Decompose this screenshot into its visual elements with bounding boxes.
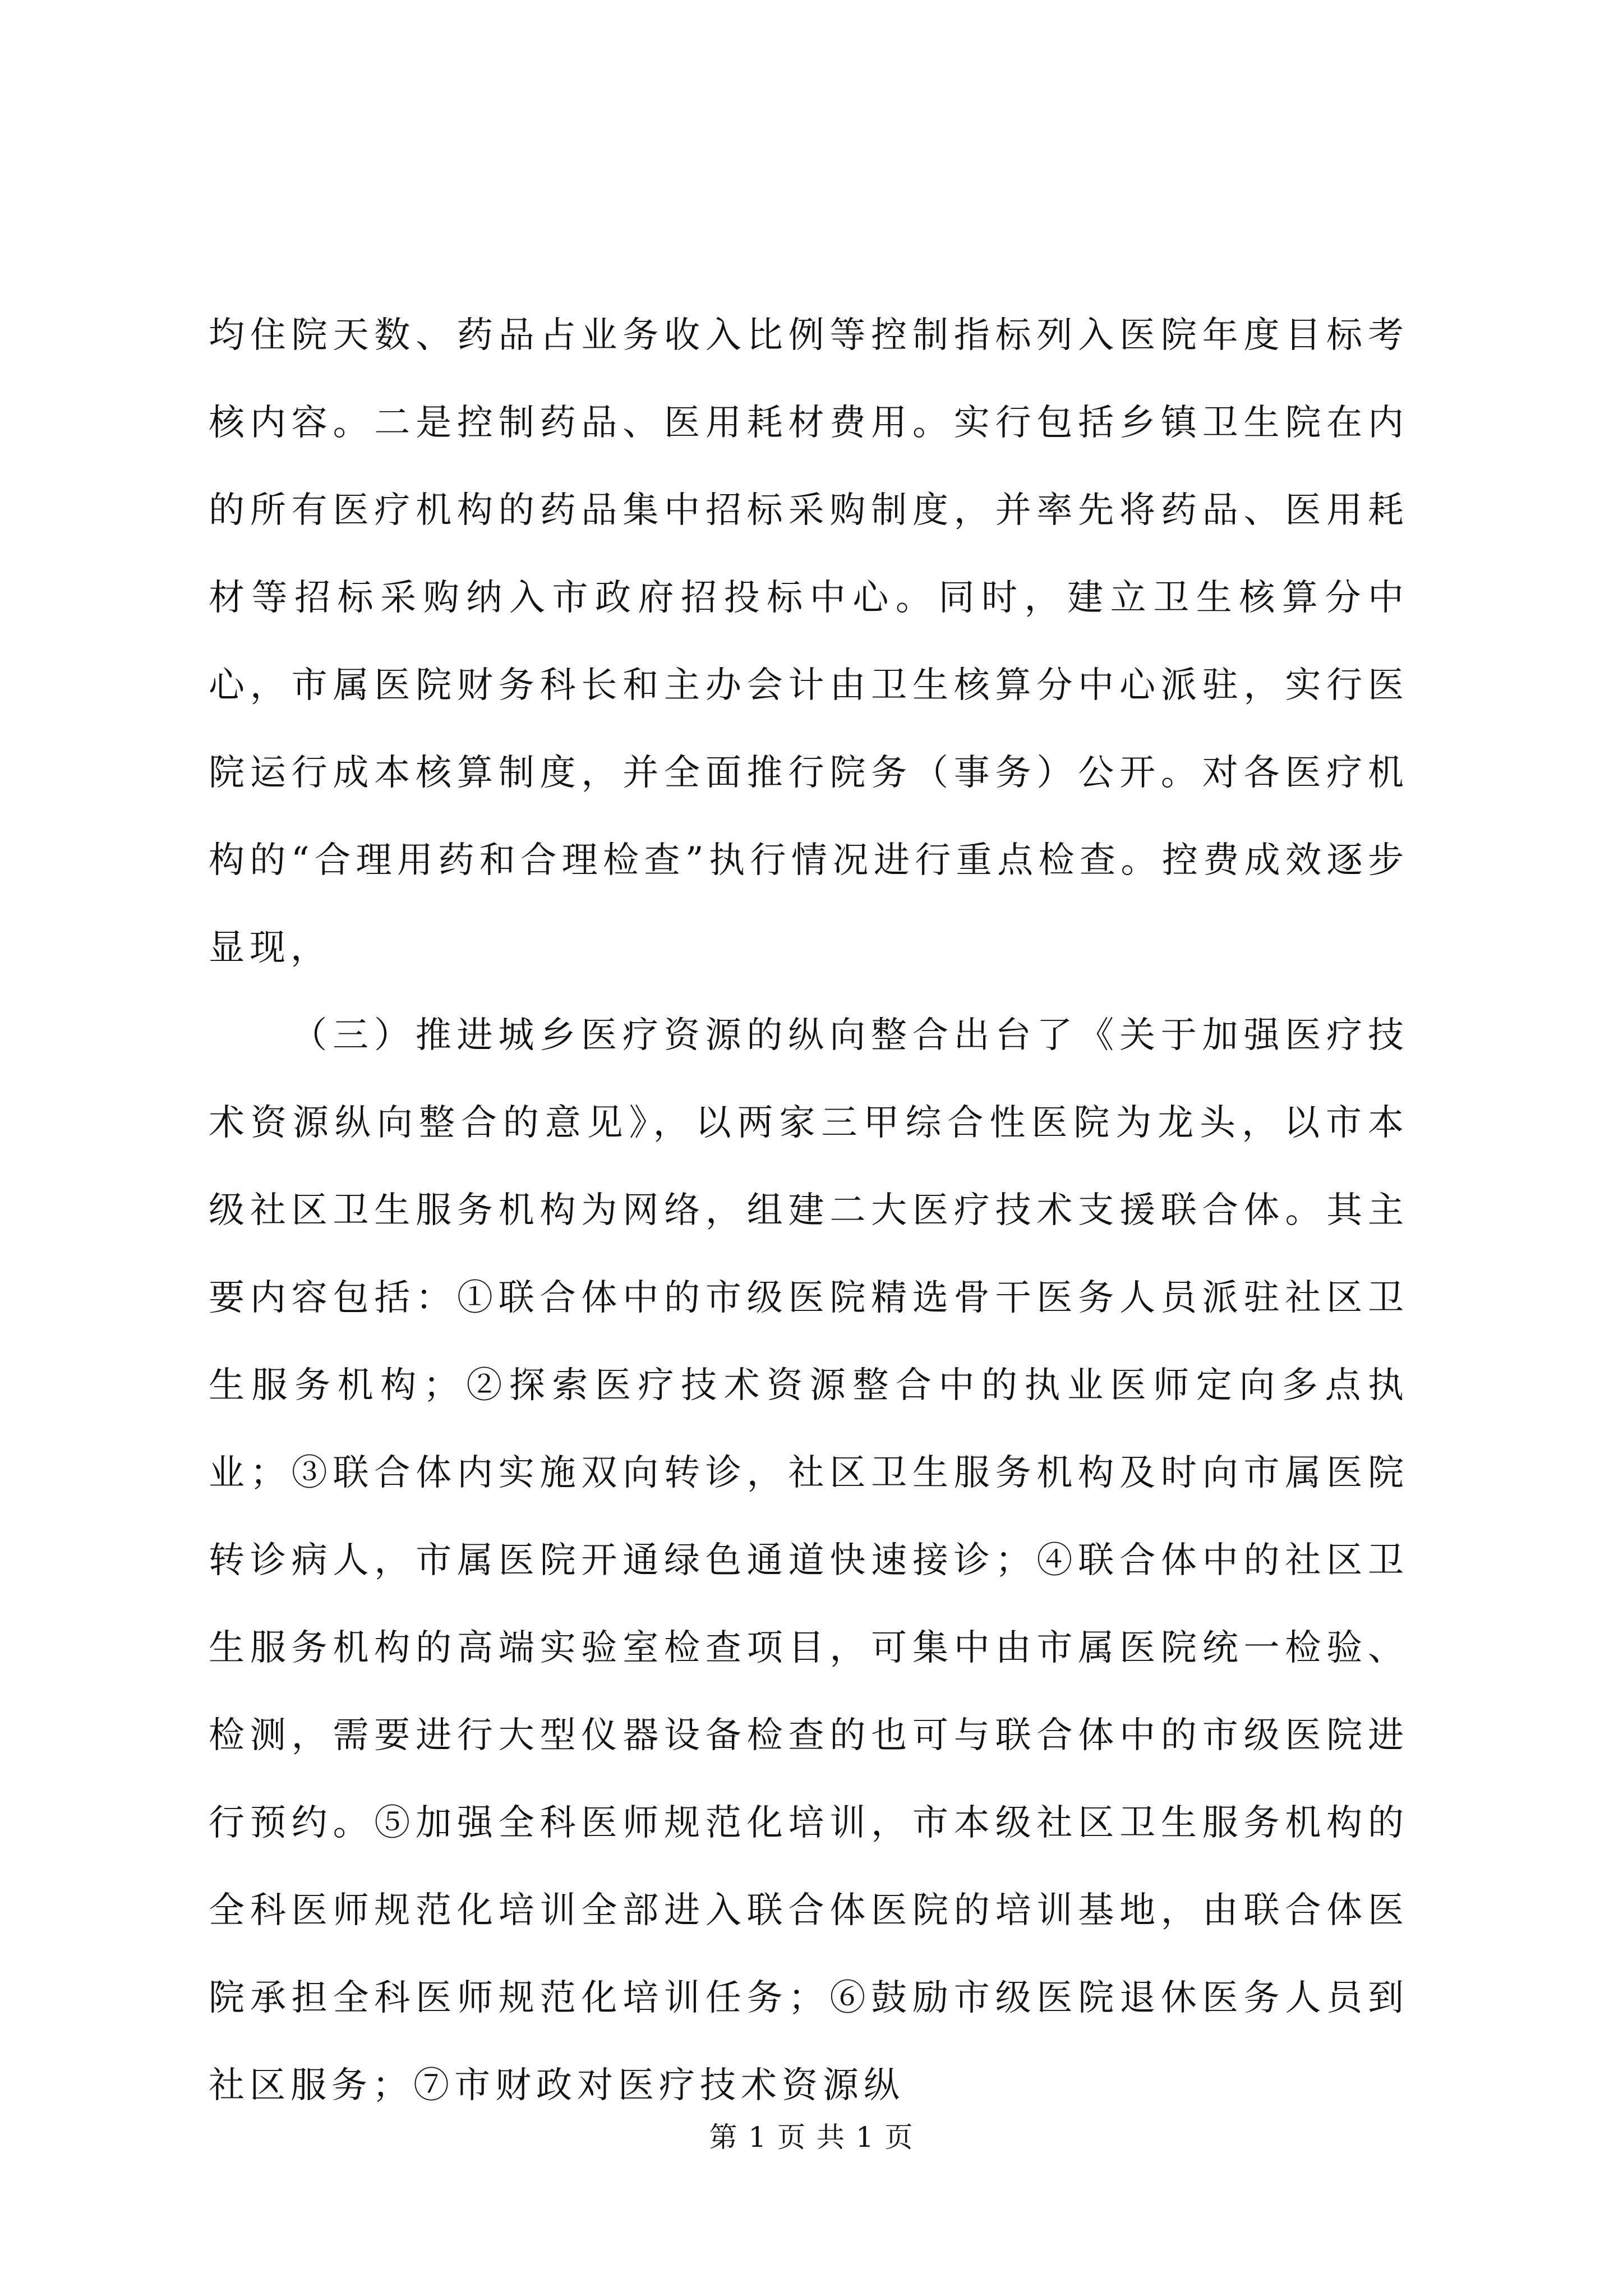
paragraph-1: 均住院天数、药品占业务收入比例等控制指标列入医院年度目标考核内容。二是控制药品、医用耗材费用。实行包括乡镇卫生院在内的所有医疗机构的药品集中招标采购制度，并率先将药品、医用耗材等招标采购纳入市政府招投标中心。同时，建立卫生核算分中心，市属医院财务科长和主办会计由卫生核算分中心派驻，实行医院运行成本核算制度，并全面推行院务（事务）公开。对各医疗机构的“合理用药和合理检查”执行情况进行重点检查。控费成效逐步显现， bbox=[209, 315, 1409, 969]
page-footer: 第 1 页 共 1 页 bbox=[709, 2121, 914, 2154]
document-body bbox=[209, 292, 1409, 2129]
paragraph-2: （三）推进城乡医疗资源的纵向整合出台了《关于加强医疗技术资源纵向整合的意见》，以两家三甲综合性医院为龙头，以市本级社区卫生服务机构为网络，组建二大医疗技术支援联合体。其主要内容包括：①联合体中的市级医院精选骨干医务人员派驻社区卫生服务机构；②探索医疗技术资源整合中的执业医师定向多点执业；③联合体内实施双向转诊，社区卫生服务机构及时向市属医院转诊病人，市属医院开通绿色通道快速接诊；④联合体中的社区卫生服务机构的高端实验室检查项目，可集中由市属医院统一检验、检测，需要进行大型仪器设备检查的也可与联合体中的市级医院进行预约。⑤加强全科医师规范化培训，市本级社区卫生服务机构的全科医师规范化培训全部进入联合体医院的培训基地，由联合体医院承担全科医师规范化培训任务；⑥鼓励市级医院退休医务人员到社区服务；⑦市财政对医疗技术资源纵 bbox=[209, 1015, 1409, 2106]
